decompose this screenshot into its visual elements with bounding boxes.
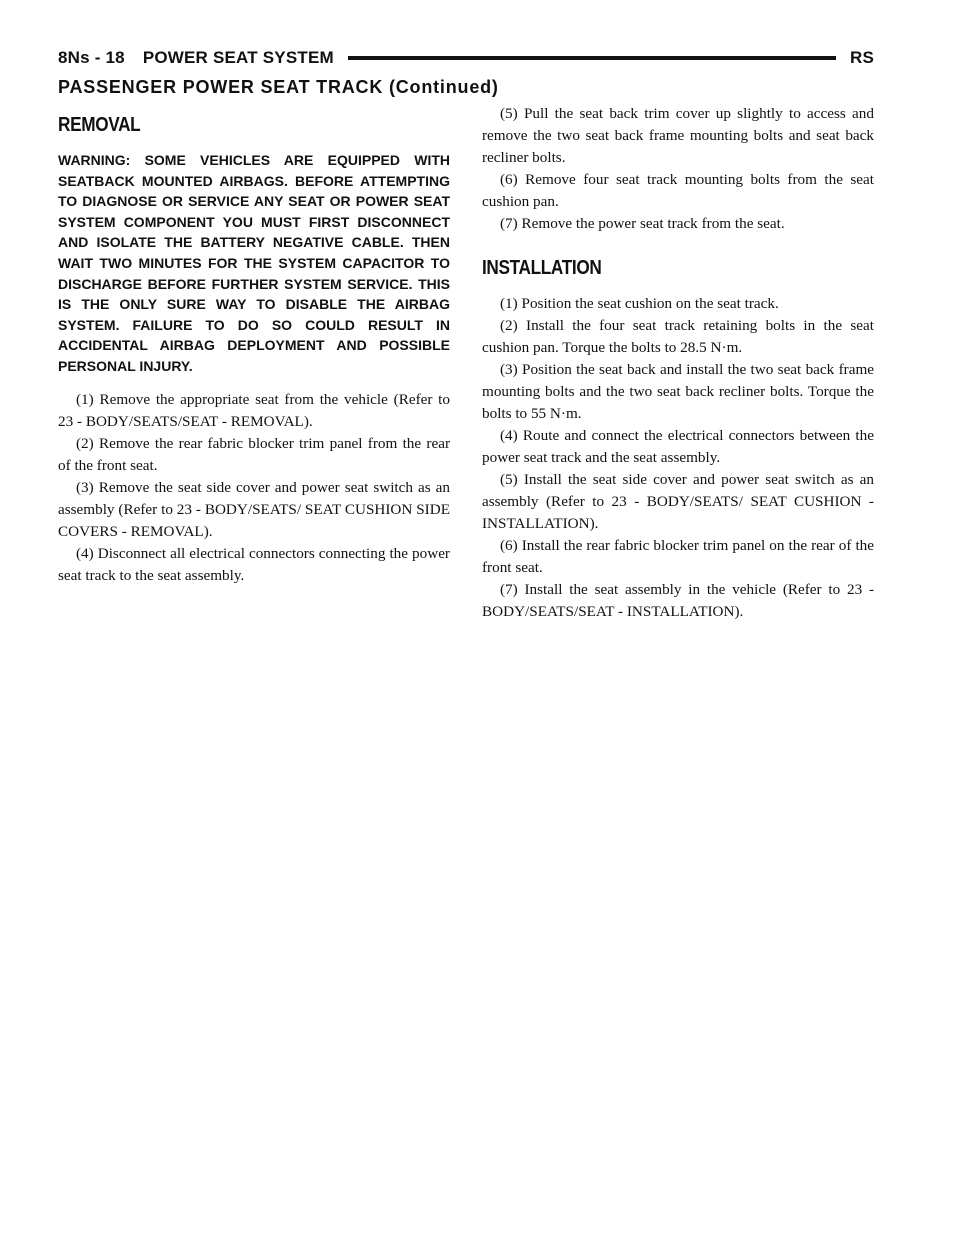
- removal-steps-continued: [482, 103, 874, 235]
- removal-step: (4) Disconnect all electrical connectors connecting the power seat track to the seat assembly.: [58, 544, 450, 584]
- section-continued-title: PASSENGER POWER SEAT TRACK (Continued): [58, 77, 499, 97]
- installation-step: (1) Position the seat cushion on the seat track.: [500, 295, 779, 312]
- installation-step: (4) Route and connect the electrical connectors between the power seat track and the seat assembly.: [482, 427, 874, 466]
- airbag-warning: WARNING: SOME VEHICLES ARE EQUIPPED WITH SEATBACK MOUNTED AIRBAGS. BEFORE ATTEMPTING TO DIAGNOSE OR SERVICE ANY SEAT OR POWER SEAT SYSTEM COMPONENT YOU MUST FIRST DISCONNECT AND ISOLATE THE BATTERY NEGATIVE CABLE. THEN WAIT TWO MINUTES FOR THE SYSTEM CAPACITOR TO DISCHARGE BEFORE FURTHER SYSTEM SERVICE. THIS IS THE ONLY SURE WAY TO DISABLE THE AIRBAG SYSTEM. FAILURE TO DO SO COULD RESULT IN ACCIDENTAL AIRBAG DEPLOYMENT AND POSSIBLE PERSONAL INJURY.: [58, 152, 450, 374]
- installation-step: (3) Position the seat back and install the two seat back frame mounting bolts and the two seat back recliner bolts. Torque the bolts to 55 N·m.: [482, 361, 874, 422]
- removal-steps: [58, 389, 450, 587]
- header-rule: [348, 56, 836, 60]
- removal-step: (2) Remove the rear fabric blocker trim panel from the rear of the front seat.: [58, 434, 450, 474]
- left-column: [58, 112, 450, 587]
- removal-step: (5) Pull the seat back trim cover up slightly to access and remove the two seat back frame mounting bolts and seat back recliner bolts.: [482, 105, 874, 166]
- model-code: RS: [849, 48, 874, 67]
- removal-step: (3) Remove the seat side cover and power seat switch as an assembly (Refer to 23 - BODY/SEATS/ SEAT CUSHION SIDE COVERS - REMOVAL).: [58, 478, 450, 540]
- page-number: 8Ns - 18: [58, 48, 125, 67]
- right-column: [482, 103, 874, 623]
- removal-step: (6) Remove four seat track mounting bolts from the seat cushion pan.: [482, 171, 874, 210]
- system-title: POWER SEAT SYSTEM: [142, 48, 334, 67]
- removal-step: (7) Remove the power seat track from the seat.: [500, 215, 785, 232]
- removal-step: (1) Remove the appropriate seat from the vehicle (Refer to 23 - BODY/SEATS/SEAT - REMOVAL).: [58, 390, 450, 430]
- removal-title: REMOVAL: [58, 114, 141, 136]
- installation-step: (7) Install the seat assembly in the vehicle (Refer to 23 - BODY/SEATS/SEAT - INSTALLATION).: [482, 581, 874, 620]
- installation-title: INSTALLATION: [482, 257, 602, 279]
- installation-step: (2) Install the four seat track retaining bolts in the seat cushion pan. Torque the bolts to 28.5 N·m.: [482, 317, 874, 356]
- page-header: [58, 46, 874, 70]
- installation-step: (5) Install the seat side cover and power seat switch as an assembly (Refer to 23 - BODY/SEATS/ SEAT CUSHION - INSTALLATION).: [482, 471, 874, 532]
- installation-step: (6) Install the rear fabric blocker trim panel on the rear of the front seat.: [482, 537, 874, 576]
- installation-steps: [482, 293, 874, 623]
